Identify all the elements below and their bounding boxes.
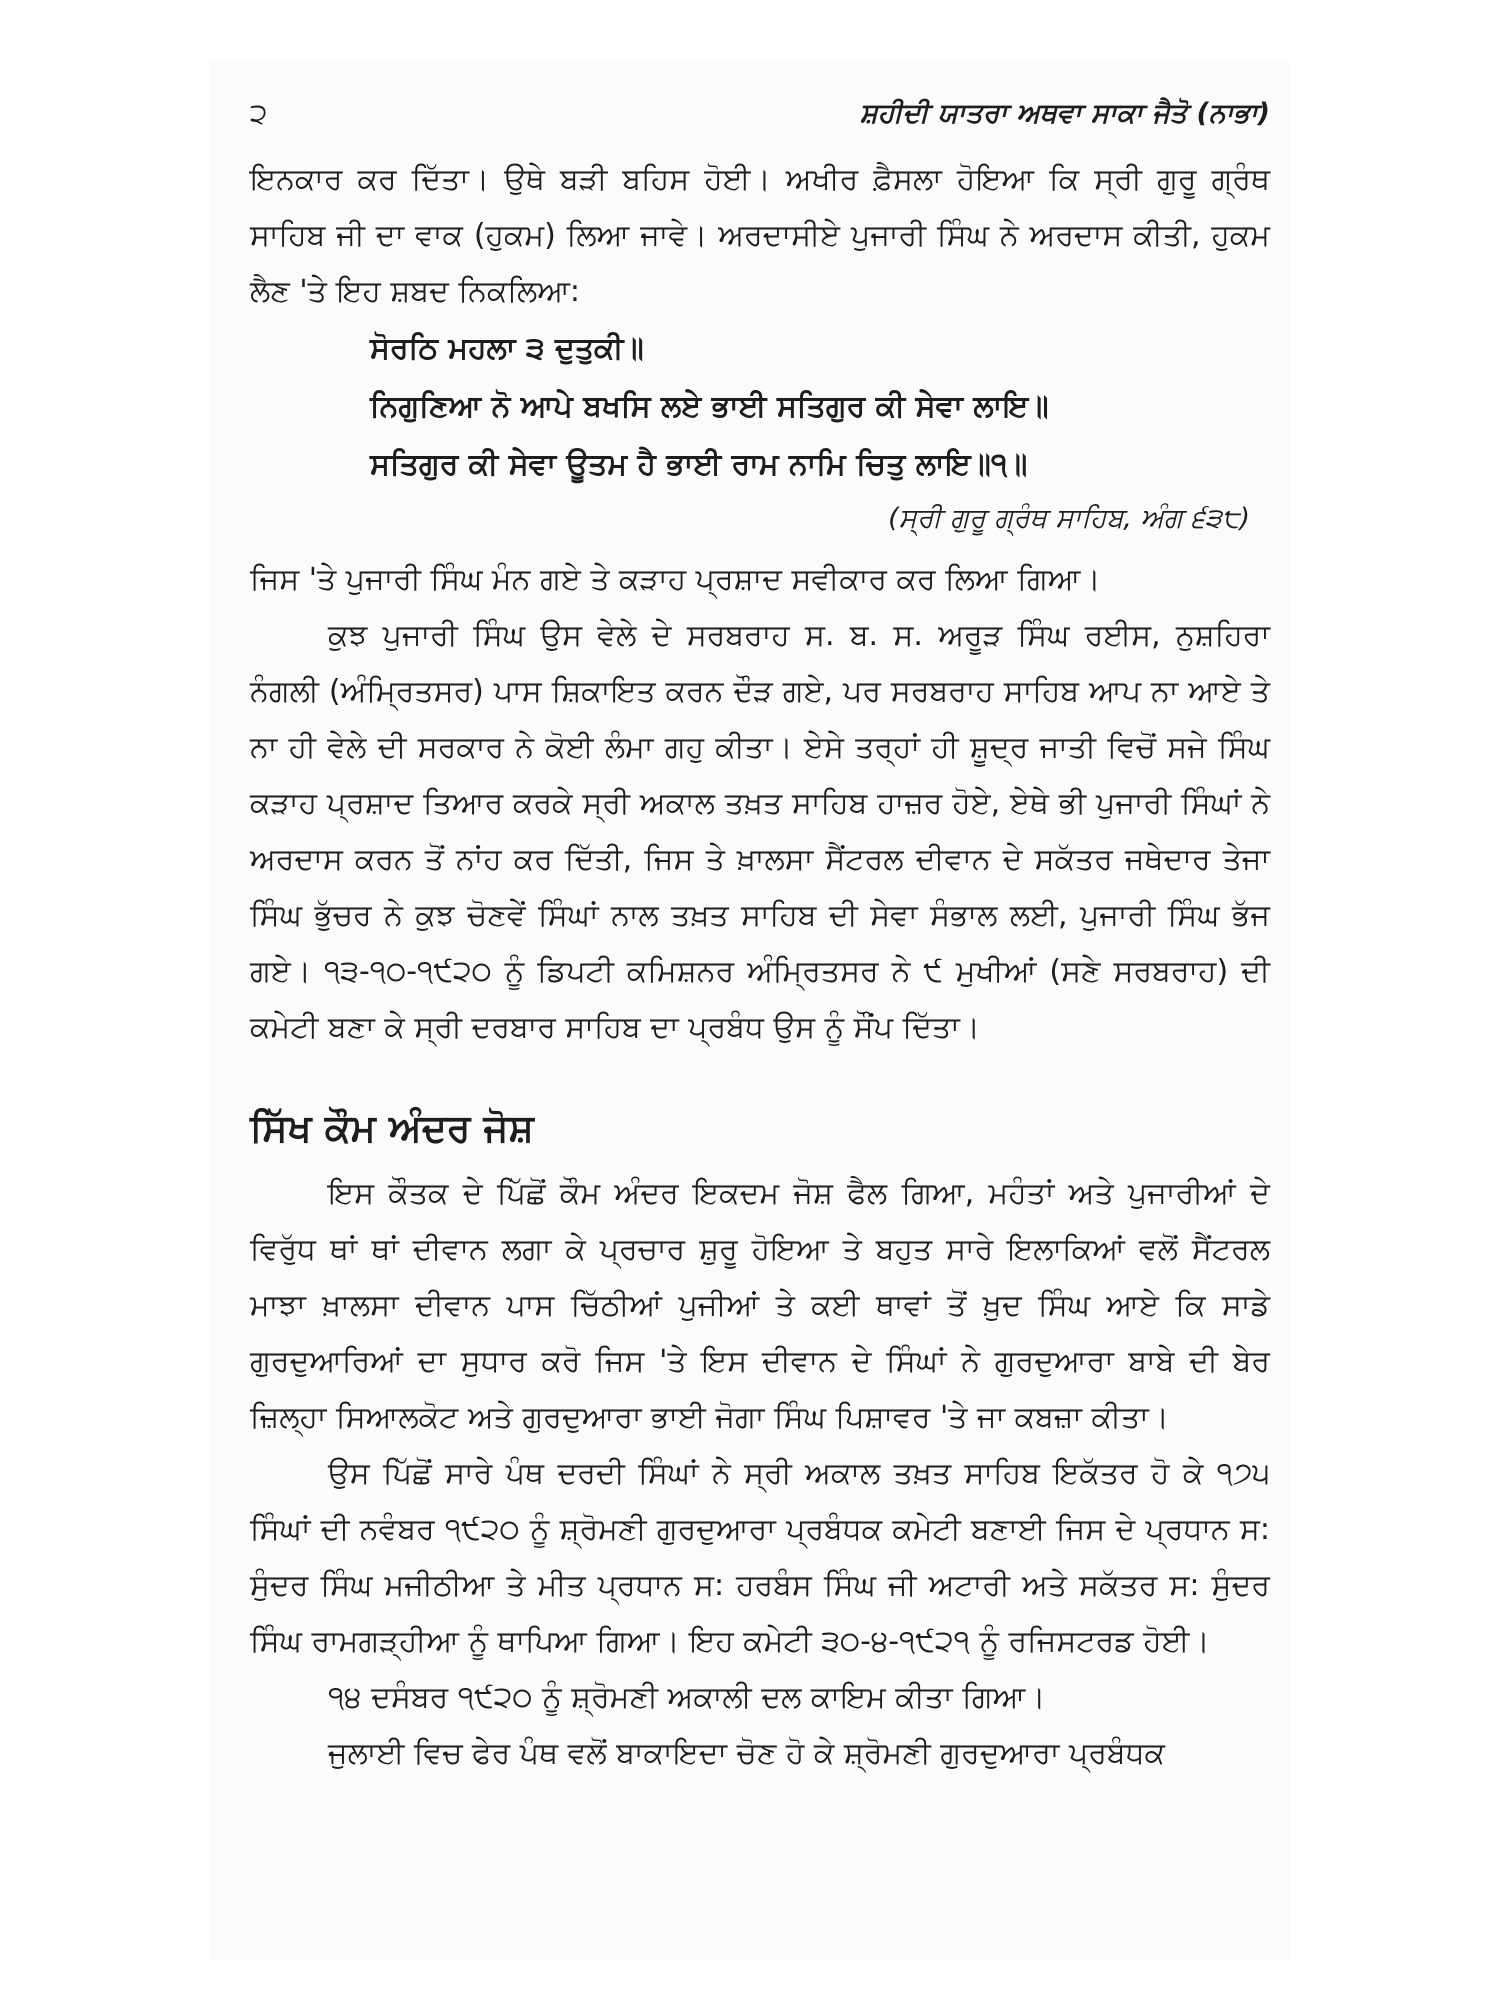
paragraph-opening: ਇਨਕਾਰ ਕਰ ਦਿੱਤਾ। ਉਥੇ ਬੜੀ ਬਹਿਸ ਹੋਈ। ਅਖੀਰ ਫ਼ੈਸਲਾ ਹੋਇਆ ਕਿ ਸ੍ਰੀ ਗੁਰੂ ਗ੍ਰੰਥ ਸਾਹਿਬ ਜੀ ਦਾ ਵਾਕ (ਹੁਕਮ) ਲਿਆ ਜਾਵੇ। ਅਰਦਾਸੀਏ ਪੁਜਾਰੀ ਸਿੰਘ ਨੇ ਅਰਦਾਸ ਕੀਤੀ, ਹੁਕਮ ਲੈਣ 'ਤੇ ਇਹ ਸ਼ਬਦ ਨਿਕਲਿਆ: [250,162,1270,309]
verse-line: ਨਿਗੁਣਿਆ ਨੋ ਆਪੇ ਬਖਸਿ ਲਏ ਭਾਈ ਸਤਿਗੁਰ ਕੀ ਸੇਵਾ ਲਾਇ॥ [370,389,1049,424]
section-heading: ਸਿੱਖ ਕੌਮ ਅੰਦਰ ਜੋਸ਼ [250,1106,534,1150]
paragraph-akali-dal: ੧੪ ਦਸੰਬਰ ੧੯੨੦ ਨੂੰ ਸ਼੍ਰੋਮਣੀ ਅਕਾਲੀ ਦਲ ਕਾਇਮ ਕੀਤਾ ਗਿਆ। [328,1680,1046,1715]
verse-citation: (ਸ੍ਰੀ ਗੁਰੂ ਗ੍ਰੰਥ ਸਾਹਿਬ, ਅੰਗ ੬੩੮) [888,503,1250,534]
verse-line: ਸੋਰਠਿ ਮਹਲਾ ੩ ਦੁਤੁਕੀ॥ [370,331,644,366]
document-page [210,60,1290,1960]
page-number: ੨ [250,97,268,130]
paragraph-july: ਜੁਲਾਈ ਵਿਚ ਫੇਰ ਪੰਥ ਵਲੋਂ ਬਾਕਾਇਦਾ ਚੋਣ ਹੋ ਕੇ ਸ਼੍ਰੋਮਣੀ ਗੁਰਦੁਆਰਾ ਪ੍ਰਬੰਧਕ [328,1736,1166,1771]
paragraph-committee: ਉਸ ਪਿੱਛੋਂ ਸਾਰੇ ਪੰਥ ਦਰਦੀ ਸਿੰਘਾਂ ਨੇ ਸ੍ਰੀ ਅਕਾਲ ਤਖ਼ਤ ਸਾਹਿਬ ਇਕੱਤਰ ਹੋ ਕੇ ੧੭੫ ਸਿੰਘਾਂ ਦੀ ਨਵੰਬਰ ੧੯੨੦ ਨੂੰ ਸ਼੍ਰੋਮਣੀ ਗੁਰਦੁਆਰਾ ਪ੍ਰਬੰਧਕ ਕਮੇਟੀ ਬਣਾਈ ਜਿਸ ਦੇ ਪ੍ਰਧਾਨ ਸ: ਸੁੰਦਰ ਸਿੰਘ ਮਜੀਠੀਆ ਤੇ ਮੀਤ ਪ੍ਰਧਾਨ ਸ: ਹਰਬੰਸ ਸਿੰਘ ਜੀ ਅਟਾਰੀ ਅਤੇ ਸਕੱਤਰ ਸ: ਸੁੰਦਰ ਸਿੰਘ ਰਾਮਗੜ੍ਹੀਆ ਨੂੰ ਥਾਪਿਆ ਗਿਆ। ਇਹ ਕਮੇਟੀ ੩੦-੪-੧੯੨੧ ਨੂੰ ਰਜਿਸਟਰਡ ਹੋਈ। [250,1456,1270,1659]
page-content [250,152,1270,1782]
verse-block [370,320,1270,494]
paragraph-enthusiasm: ਇਸ ਕੌਤਕ ਦੇ ਪਿੱਛੋਂ ਕੌਮ ਅੰਦਰ ਇਕਦਮ ਜੋਸ਼ ਫੈਲ ਗਿਆ, ਮਹੰਤਾਂ ਅਤੇ ਪੁਜਾਰੀਆਂ ਦੇ ਵਿਰੁੱਧ ਥਾਂ ਥਾਂ ਦੀਵਾਨ ਲਗਾ ਕੇ ਪ੍ਰਚਾਰ ਸ਼ੁਰੂ ਹੋਇਆ ਤੇ ਬਹੁਤ ਸਾਰੇ ਇਲਾਕਿਆਂ ਵਲੋਂ ਸੈਂਟਰਲ ਮਾਝਾ ਖ਼ਾਲਸਾ ਦੀਵਾਨ ਪਾਸ ਚਿੱਠੀਆਂ ਪੁਜੀਆਂ ਤੇ ਕਈ ਥਾਵਾਂ ਤੋਂ ਖ਼ੁਦ ਸਿੰਘ ਆਏ ਕਿ ਸਾਡੇ ਗੁਰਦੁਆਰਿਆਂ ਦਾ ਸੁਧਾਰ ਕਰੋ ਜਿਸ 'ਤੇ ਇਸ ਦੀਵਾਨ ਦੇ ਸਿੰਘਾਂ ਨੇ ਗੁਰਦੁਆਰਾ ਬਾਬੇ ਦੀ ਬੇਰ ਜ਼ਿਲ੍ਹਾ ਸਿਆਲਕੋਟ ਅਤੇ ਗੁਰਦੁਆਰਾ ਭਾਈ ਜੋਗਾ ਸਿੰਘ ਪਿਸ਼ਾਵਰ 'ਤੇ ਜਾ ਕਬਜ਼ਾ ਕੀਤਾ। [250,1176,1270,1435]
paragraph-after-verse: ਜਿਸ 'ਤੇ ਪੁਜਾਰੀ ਸਿੰਘ ਮੰਨ ਗਏ ਤੇ ਕੜਾਹ ਪ੍ਰਸ਼ਾਦ ਸਵੀਕਾਰ ਕਰ ਲਿਆ ਗਿਆ। [250,562,1101,597]
verse-line: ਸਤਿਗੁਰ ਕੀ ਸੇਵਾ ਊਤਮ ਹੈ ਭਾਈ ਰਾਮ ਨਾਮਿ ਚਿਤੁ ਲਾਇ॥੧॥ [370,447,1028,482]
page-header [250,88,1270,140]
paragraph-complaint: ਕੁਝ ਪੁਜਾਰੀ ਸਿੰਘ ਉਸ ਵੇਲੇ ਦੇ ਸਰਬਰਾਹ ਸ. ਬ. ਸ. ਅਰੂੜ ਸਿੰਘ ਰਈਸ, ਨੁਸ਼ਹਿਰਾ ਨੰਗਲੀ (ਅੰਮ੍ਰਿਤਸਰ) ਪਾਸ ਸ਼ਿਕਾਇਤ ਕਰਨ ਦੌੜ ਗਏ, ਪਰ ਸਰਬਰਾਹ ਸਾਹਿਬ ਆਪ ਨਾ ਆਏ ਤੇ ਨਾ ਹੀ ਵੇਲੇ ਦੀ ਸਰਕਾਰ ਨੇ ਕੋਈ ਲੰਮਾ ਗਹੁ ਕੀਤਾ। ਏਸੇ ਤਰ੍ਹਾਂ ਹੀ ਸ਼ੂਦ੍ਰ ਜਾਤੀ ਵਿਚੋਂ ਸਜੇ ਸਿੰਘ ਕੜਾਹ ਪ੍ਰਸ਼ਾਦ ਤਿਆਰ ਕਰਕੇ ਸ੍ਰੀ ਅਕਾਲ ਤਖ਼ਤ ਸਾਹਿਬ ਹਾਜ਼ਰ ਹੋਏ, ਏਥੇ ਭੀ ਪੁਜਾਰੀ ਸਿੰਘਾਂ ਨੇ ਅਰਦਾਸ ਕਰਨ ਤੋਂ ਨਾਂਹ ਕਰ ਦਿੱਤੀ, ਜਿਸ ਤੇ ਖ਼ਾਲਸਾ ਸੈਂਟਰਲ ਦੀਵਾਨ ਦੇ ਸਕੱਤਰ ਜਥੇਦਾਰ ਤੇਜਾ ਸਿੰਘ ਭੁੱਚਰ ਨੇ ਕੁਝ ਚੋਣਵੇਂ ਸਿੰਘਾਂ ਨਾਲ ਤਖ਼ਤ ਸਾਹਿਬ ਦੀ ਸੇਵਾ ਸੰਭਾਲ ਲਈ, ਪੁਜਾਰੀ ਸਿੰਘ ਭੱਜ ਗਏ। ੧੩-੧੦-੧੯੨੦ ਨੂੰ ਡਿਪਟੀ ਕਮਿਸ਼ਨਰ ਅੰਮ੍ਰਿਤਸਰ ਨੇ ੯ ਮੁਖੀਆਂ (ਸਣੇ ਸਰਬਰਾਹ) ਦੀ ਕਮੇਟੀ ਬਣਾ ਕੇ ਸ੍ਰੀ ਦਰਬਾਰ ਸਾਹਿਬ ਦਾ ਪ੍ਰਬੰਧ ਉਸ ਨੂੰ ਸੌਂਪ ਦਿੱਤਾ। [250,618,1271,1045]
running-title: ਸ਼ਹੀਦੀ ਯਾਤਰਾ ਅਥਵਾ ਸਾਕਾ ਜੈਤੋ (ਨਾਭਾ) [859,98,1270,129]
